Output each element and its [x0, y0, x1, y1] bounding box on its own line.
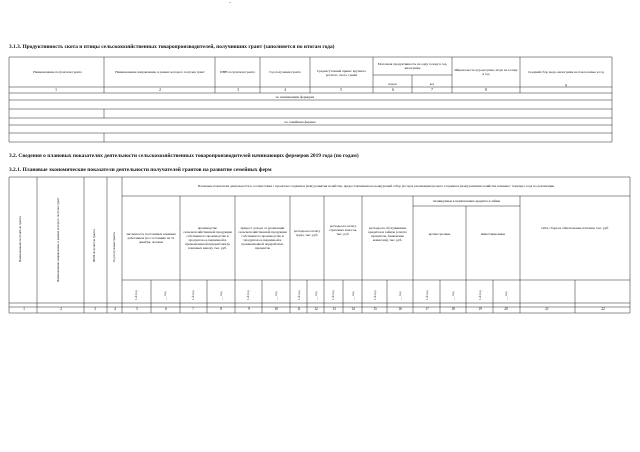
t2-year-label: 1-й год: [297, 290, 301, 300]
t2-num: 21: [545, 307, 549, 311]
t1-num: 1: [55, 88, 57, 92]
t2-num: 7: [192, 307, 194, 311]
t2-year-label: 1-й год: [373, 290, 377, 300]
t2-num: 18: [451, 307, 455, 311]
t1-num: 8: [485, 88, 487, 92]
section-321-heading: 3.2.1. Плановые экономические показатели деятельности получателей грантов на развитие семейных ферм: [9, 167, 272, 173]
t2-vheader-name: Наименование получателя гранта: [18, 216, 22, 262]
t2-col-production: производство сельскохозяйственной продукции собственного производства и продуктов ее первичной и промышленной переработки (в плановых ценах), тыс. руб.: [183, 225, 232, 251]
t2-num: 9: [248, 307, 250, 311]
t2-num: 20: [504, 307, 508, 311]
t2-year-label: 1-й год: [331, 290, 335, 300]
t1-num: 7: [431, 88, 433, 92]
t2-year-label: __ год: [274, 291, 278, 300]
t2-col-wages: расходы на оплату труда, тыс. руб.: [293, 228, 321, 237]
t2-year-label: __ год: [314, 291, 318, 300]
t2-num: 6: [165, 307, 167, 311]
t1-header-milk: Молочная продуктивность на одну голову в год, килограмм: [377, 61, 448, 70]
t2-num: 22: [601, 307, 605, 311]
t2-num: 17: [425, 307, 429, 311]
t1-band-beginning: по начинающим фермерам: [275, 94, 315, 99]
t2-year-label: 1-й год: [191, 290, 195, 300]
t2-col-collection: valid, сборы и обязательные платежи, тыс. руб.: [541, 225, 609, 230]
t1-header-milk-cows: коров: [388, 81, 397, 86]
t1-num: 6: [392, 88, 394, 92]
t2-num: 16: [398, 307, 402, 311]
t2-vheader-inn: ИНН получателя гранта: [92, 229, 96, 262]
t2-num: 1: [23, 307, 25, 311]
t1-header-eggs: Яйценоскость кур-несушек, штук на голову в год: [454, 67, 518, 76]
t2-num: 4: [114, 307, 116, 311]
t1-num: 2: [159, 88, 161, 92]
t2-col-invest: инвестиционные: [480, 231, 506, 236]
t1-header-inn: ИНН получателя гранта: [220, 69, 255, 74]
t1-header-direction: Наименование направления, в рамках которого получен грант: [115, 69, 205, 74]
t1-header-name: Наименование получателя гранта: [33, 69, 82, 74]
t2-year-label: __ год: [163, 291, 167, 300]
t2-year-label: __ год: [504, 291, 508, 300]
t2-top-header: Плановые показатели деятельности в соответствии с проектом создания и (или) развития хозяйства, предоставленным на конкурсный отбор (в годах реализации проекта создания и (или) развития хозяйства начиная с текущего года по реализации: [197, 184, 555, 189]
t1-band-family: по семейным фермам: [284, 119, 316, 124]
t2-year-label: __ год: [351, 291, 355, 300]
t2-year-label: __ год: [398, 291, 402, 300]
t2-num: 5: [136, 307, 138, 311]
t2-num: 8: [220, 307, 222, 311]
t2-col-workers: численность постоянных наемных работников (по состоянию на 31 декабря, человек: [126, 231, 176, 245]
t2-num: 3: [94, 307, 96, 311]
t2-num: 14: [351, 307, 355, 311]
t2-year-label: 1-й год: [246, 290, 250, 300]
t1-header-avg-weight: Среднесуточный привес крупного рогатого скота, грамм: [316, 68, 367, 77]
t2-num: 10: [274, 307, 278, 311]
t2-num: 19: [478, 307, 482, 311]
t2-num: 11: [297, 307, 301, 311]
t2-col-service: расходы на обслуживание кредитов и займов (оплата процентов, банковские комиссии), тыс. руб.: [368, 225, 407, 243]
t1-num: 9: [565, 84, 567, 88]
t1-header-milk-goats: коз: [429, 81, 435, 86]
t2-year-label: __ год: [219, 291, 223, 300]
t2-year-label: 1-й год: [425, 290, 429, 300]
t2-num: 13: [332, 307, 336, 311]
t1-num: 3: [237, 88, 239, 92]
t1-num: 4: [284, 88, 286, 92]
t2-year-label: 1-й год: [134, 290, 138, 300]
t2-col-revenue: прирост дохода от реализации сельскохозяйственной продукции собственного производства и продуктов ее первичной и промышленной переработки, процентов: [238, 225, 287, 251]
t2-col-insurance: расходы на оплату страховых взносов, тыс. руб.: [328, 223, 358, 237]
t1-header-honey: Средний сбор меда, килограмм на пчелосемью в год: [528, 69, 604, 74]
section-313-heading: 3.1.3. Продуктивность скота и птицы сельскохозяйственных товаропроизводителей, получивших грант (заполняется по итогам года): [9, 44, 335, 50]
t2-year-label: __ год: [451, 291, 455, 300]
page-mark: ¨: [229, 2, 231, 8]
t2-num: 15: [373, 307, 377, 311]
t2-num: 12: [314, 307, 318, 311]
t2-year-label: 1-й год: [478, 290, 482, 300]
t2-col-credits: планируемые к привлечению кредиты и займы: [432, 199, 501, 204]
t2-col-short: краткосрочные: [428, 231, 451, 236]
t2-num: 2: [60, 307, 62, 311]
t1-num: 5: [340, 88, 342, 92]
t2-vheader-direction: Наименование направления, в рамках которого получен грант: [56, 197, 60, 282]
t2-vheader-year: Год получения гранта: [112, 232, 116, 262]
t1-header-year: Год получения гранта: [269, 69, 301, 74]
section-32-heading: 3.2. Сведения о плановых показателях деятельности сельскохозяйственных товаропроизводителей начинающих фермеров 2019 года (по годам): [9, 153, 359, 159]
